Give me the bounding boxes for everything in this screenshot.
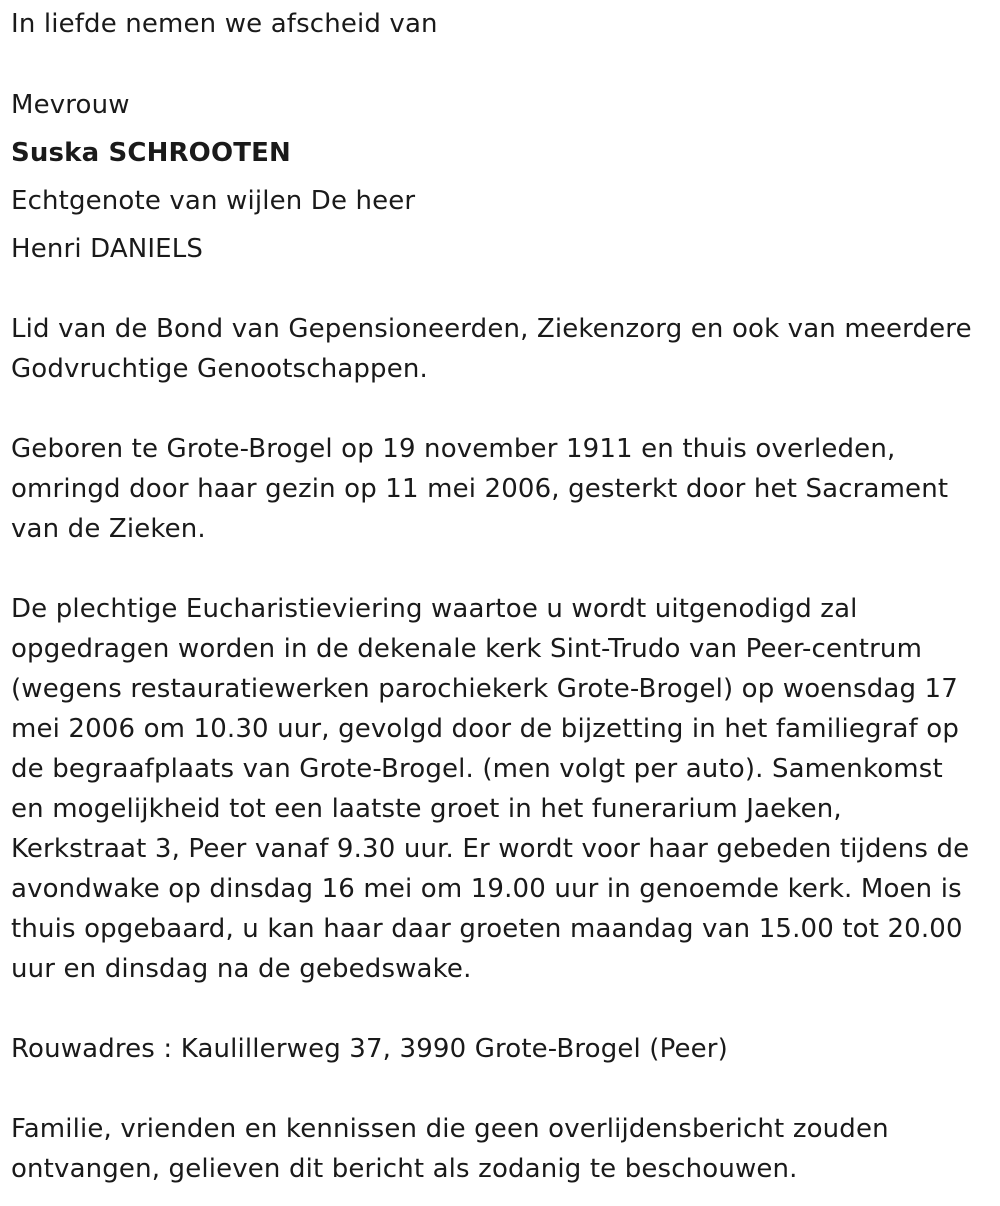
ceremony-line: avondwake op dinsdag 16 mei om 19.00 uur in genoemde kerk. Moen is — [11, 874, 962, 904]
intro-text: In liefde nemen we afscheid van — [11, 9, 438, 39]
spouse-line-1: Echtgenote van wijlen De heer — [11, 186, 416, 216]
ceremony-line: (wegens restauratiewerken parochiekerk Grote-Brogel) op woensdag 17 — [11, 674, 958, 704]
birth-death-line: Geboren te Grote-Brogel op 19 november 1911 en thuis overleden, — [11, 434, 896, 464]
ceremony-line: opgedragen worden in de dekenale kerk Sint-Trudo van Peer-centrum — [11, 634, 923, 664]
title-prefix: Mevrouw — [11, 90, 130, 120]
ceremony-line: mei 2006 om 10.30 uur, gevolgd door de bijzetting in het familiegraf op — [11, 714, 959, 744]
ceremony-line: De plechtige Eucharistieviering waartoe u wordt uitgenodigd zal — [11, 594, 858, 624]
membership-line: Godvruchtige Genootschappen. — [11, 354, 428, 384]
membership-line: Lid van de Bond van Gepensioneerden, Ziekenzorg en ook van meerdere — [11, 314, 972, 344]
deceased-name: Suska SCHROOTEN — [11, 138, 291, 168]
ceremony-line: uur en dinsdag na de gebedswake. — [11, 954, 472, 984]
birth-death-line: van de Zieken. — [11, 514, 206, 544]
ceremony-line: de begraafplaats van Grote-Brogel. (men volgt per auto). Samenkomst — [11, 754, 943, 784]
spouse-line-2: Henri DANIELS — [11, 234, 204, 264]
ceremony-line: en mogelijkheid tot een laatste groet in het funerarium Jaeken, — [11, 794, 842, 824]
birth-death-line: omringd door haar gezin op 11 mei 2006, gesterkt door het Sacrament — [11, 474, 949, 504]
ceremony-line: Kerkstraat 3, Peer vanaf 9.30 uur. Er wordt voor haar gebeden tijdens de — [11, 834, 970, 864]
mourning-address: Rouwadres : Kaulillerweg 37, 3990 Grote-Brogel (Peer) — [11, 1034, 728, 1064]
closing-line: ontvangen, gelieven dit bericht als zodanig te beschouwen. — [11, 1154, 798, 1184]
ceremony-line: thuis opgebaard, u kan haar daar groeten maandag van 15.00 tot 20.00 — [11, 914, 963, 944]
closing-line: Familie, vrienden en kennissen die geen overlijdensbericht zouden — [11, 1114, 889, 1144]
